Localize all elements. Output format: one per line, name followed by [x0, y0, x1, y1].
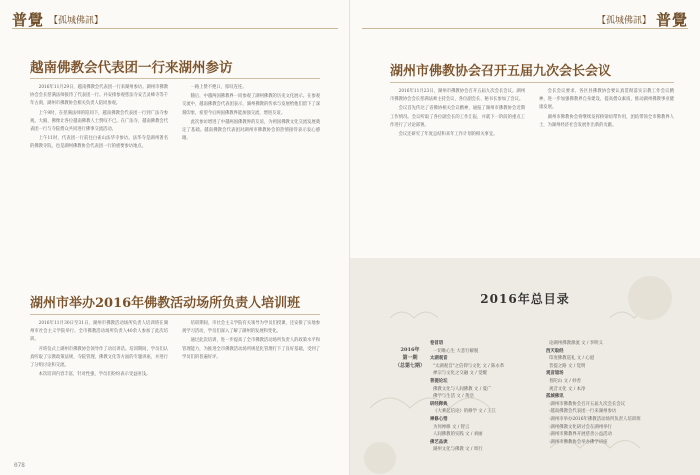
toc-entry: 为何禅修 文 / 智云 — [433, 424, 470, 430]
paragraph: 会长会议要求，各区县佛教协会要认真贯彻落实宗教工作会议精神，进一步加强佛教界自身建设，提高僧众素质，推动湖州佛教事业健康发展。 — [539, 89, 674, 111]
right-header — [358, 8, 688, 30]
header-rule — [362, 28, 688, 29]
annual-index-box — [350, 258, 700, 475]
toc-section-heading: 西天取经 — [546, 348, 564, 354]
article-col-2 — [182, 84, 320, 242]
title-rule — [390, 82, 674, 83]
toc-entry: 湖州文化与佛教 文 / 周行 — [433, 447, 483, 453]
paragraph: 湖州市佛教协会将继续发挥桥梁纽带作用，团结带领全市佛教界人士，为湖州经济社会发展作出新的贡献。 — [539, 114, 674, 128]
toc-entry: 印度佛教巡礼 文 / 心澄 — [549, 356, 595, 362]
toc-section-heading: 孤城佛讯 — [546, 394, 564, 400]
paragraph: 随后，中越两国佛教界一同参观了湖州佛教的历史文化展示。在参观交流中，越南佛教会代表团表示，湖州佛教的传承与发展给他们留下了深刻印象，希望今后两国佛教界能加强交流，增进友谊。 — [182, 94, 320, 116]
toc-entry: 佛教文化与人间佛教 文 / 夏广 — [433, 386, 492, 392]
paragraph: 2016年11月30日至31日，湖州市佛教活动场所负责人培训班在湖州市社会主义学院举行。全市佛教活动场所负责人40余人参加了此次培训。 — [30, 321, 168, 343]
title-rule — [30, 78, 320, 79]
paragraph: 2016年11月23日，湖州市佛教协会召开五届九次会长会议。湖州市佛教协会会长慈满法师主持会议，各位副会长、秘书长参加了会议。 — [390, 89, 525, 103]
paragraph: 培训期间，市社会主义学院有关领导为学员们授课，还安排了实地参观学习活动，学员们深入了解了湖州的发展和变化。 — [182, 321, 320, 335]
toc-section-heading: 佛艺品读 — [430, 439, 448, 445]
article-body-vietnam — [30, 84, 320, 242]
article-col-2 — [182, 320, 320, 456]
toc-entry: 观音文化 文 / 本净 — [549, 386, 586, 392]
paragraph: 通过此次培训，进一步提高了全市佛教活动场所负责人的政策水平和管理能力，为推进全市佛教活动场所规范化管理打下了良好基础，受到了学员们的普遍好评。 — [182, 338, 320, 360]
toc-column-1 — [430, 340, 540, 454]
toc-section-heading: 菩提论坛 — [430, 378, 448, 384]
article-col-2 — [539, 88, 674, 234]
paragraph: 此次参访增进了中越两国佛教界的友谊，为两国佛教文化交流发展奠定了基础。越南佛教会代表团对湖州市佛教协会的热情接待表示衷心感谢。 — [182, 119, 320, 142]
title-rule — [30, 314, 320, 315]
paragraph: 会议还研究了年度总结和来年工作计划的相关事宜。 — [398, 132, 498, 138]
toc-entry: 人间佛教的实践 文 / 刘丽 — [433, 432, 483, 438]
article-title-vietnam: 越南佛教会代表团一行来湖州参访 — [30, 60, 233, 76]
toc-section-heading: 太湖观音 — [430, 356, 448, 362]
issue-number: 第一期 — [402, 355, 418, 361]
toc-entry: 一切唯心生 大悲行解脱 — [433, 348, 479, 354]
toc-entry: ·湖州市佛教协会举办佛学讲座 — [549, 439, 608, 445]
toc-title: 2016年总目录 — [480, 292, 570, 306]
header-rule — [12, 28, 338, 29]
toc-entry: 普陀山 文 / 妙善 — [549, 378, 582, 384]
paragraph: 开班仪式上湖州市佛教协会领导作了动员讲话。培训期间，学员们认真听取了宗教政策法规、寺院管理、佛教文化等方面的专题讲座，并进行了分组讨论和交流。 — [30, 346, 168, 369]
toc-issue-label — [392, 346, 428, 370]
toc-entry: ·越南佛教会代表团一行来湖州参访 — [549, 409, 617, 415]
page-number: 078 — [14, 462, 25, 469]
toc-entry: ·湖州市佛教界开展慈善公益活动 — [549, 432, 612, 438]
toc-entry: "太湖观音"之信仰与文化 文 / 陈永革 — [433, 363, 505, 369]
article-col-1 — [30, 320, 168, 456]
section-tag: 【孤城佛訊】 — [49, 15, 104, 26]
left-header — [12, 8, 342, 30]
magazine-logo: 普覺 — [655, 10, 688, 29]
toc-entry: ·湖州市佛教协会召开五届九次会长会议 — [549, 401, 626, 407]
toc-entry: 菩提之路 文 / 觉明 — [549, 363, 586, 369]
article-col-1 — [390, 88, 525, 234]
paragraph: 2016年11月29日，越南佛教会代表团一行来湖州参访。湖州市佛教协会会长慈满法师接待了代表团一行。并安排参观慈法寺安吉灵峰寺等千年古刹，湖州市佛教协会相关负责人陪同参观。 — [30, 85, 168, 107]
toc-entry: ·湖州市举办2016年佛教活动场所负责人培训班 — [549, 416, 641, 422]
paragraph: 会议首先传达了省佛协相关会议精神，通报了湖州市佛教协会近期工作情况。会议听取了各位副会长的工作汇报，并就下一阶段的重点工作进行了讨论部署。 — [390, 106, 525, 128]
article-col-1 — [30, 84, 168, 242]
toc-entry: 《大乘起信论》的修学 文 / 王江 — [433, 409, 496, 415]
toc-entry: ·湖州佛教文化研讨会在湖州举行 — [549, 424, 612, 430]
section-tag: 【孤城佛訊】 — [596, 15, 651, 26]
toc-section-heading: 观音道场 — [546, 371, 564, 377]
toc-column-2 — [546, 340, 684, 446]
issue-year: 2016年 — [400, 347, 420, 353]
article-title-council: 湖州市佛教协会召开五届九次会长会议 — [390, 64, 612, 79]
article-body-council — [390, 88, 674, 234]
paragraph: 上午9时，在慈满法师的陪同下，越南佛教会代表团一行到广法寺参观。大殿、佛像让各位越南佛教人士赞叹不已。在广法寺，越南佛教会代表团一行与寺院僧众共同进行佛事交流活动。 — [30, 110, 168, 133]
toc-entry: 论湖州佛教源流 文 / 李明义 — [549, 341, 603, 346]
paragraph: 一路上赞不绝口，惊叹连连。 — [190, 85, 247, 90]
article-title-training: 湖州市举办2016年佛教活动场所负责人培训班 — [30, 296, 301, 311]
article-body-training — [30, 320, 320, 456]
toc-entry: 禅宗与文化之交融 文 / 觉醒 — [433, 371, 487, 377]
toc-section-heading: 卷首语 — [430, 341, 444, 346]
toc-section-heading: 研经释典 — [430, 401, 448, 407]
toc-entry: 佛学与生活 文 / 黄浩 — [433, 394, 474, 400]
magazine-logo: 普覺 — [12, 10, 45, 29]
issue-total: （总第七期） — [394, 363, 425, 369]
paragraph: 上午11时，代表团一行前往白雀山法华寺参访。法华寺是湖州著名的佛教寺院，也是湖州佛教协会代表团一行的重要参访地点。 — [30, 136, 168, 150]
toc-section-heading: 禅修心悟 — [430, 416, 448, 422]
paragraph: 本次培训内容丰富，针对性强，学员们纷纷表示受益匪浅。 — [38, 372, 151, 378]
